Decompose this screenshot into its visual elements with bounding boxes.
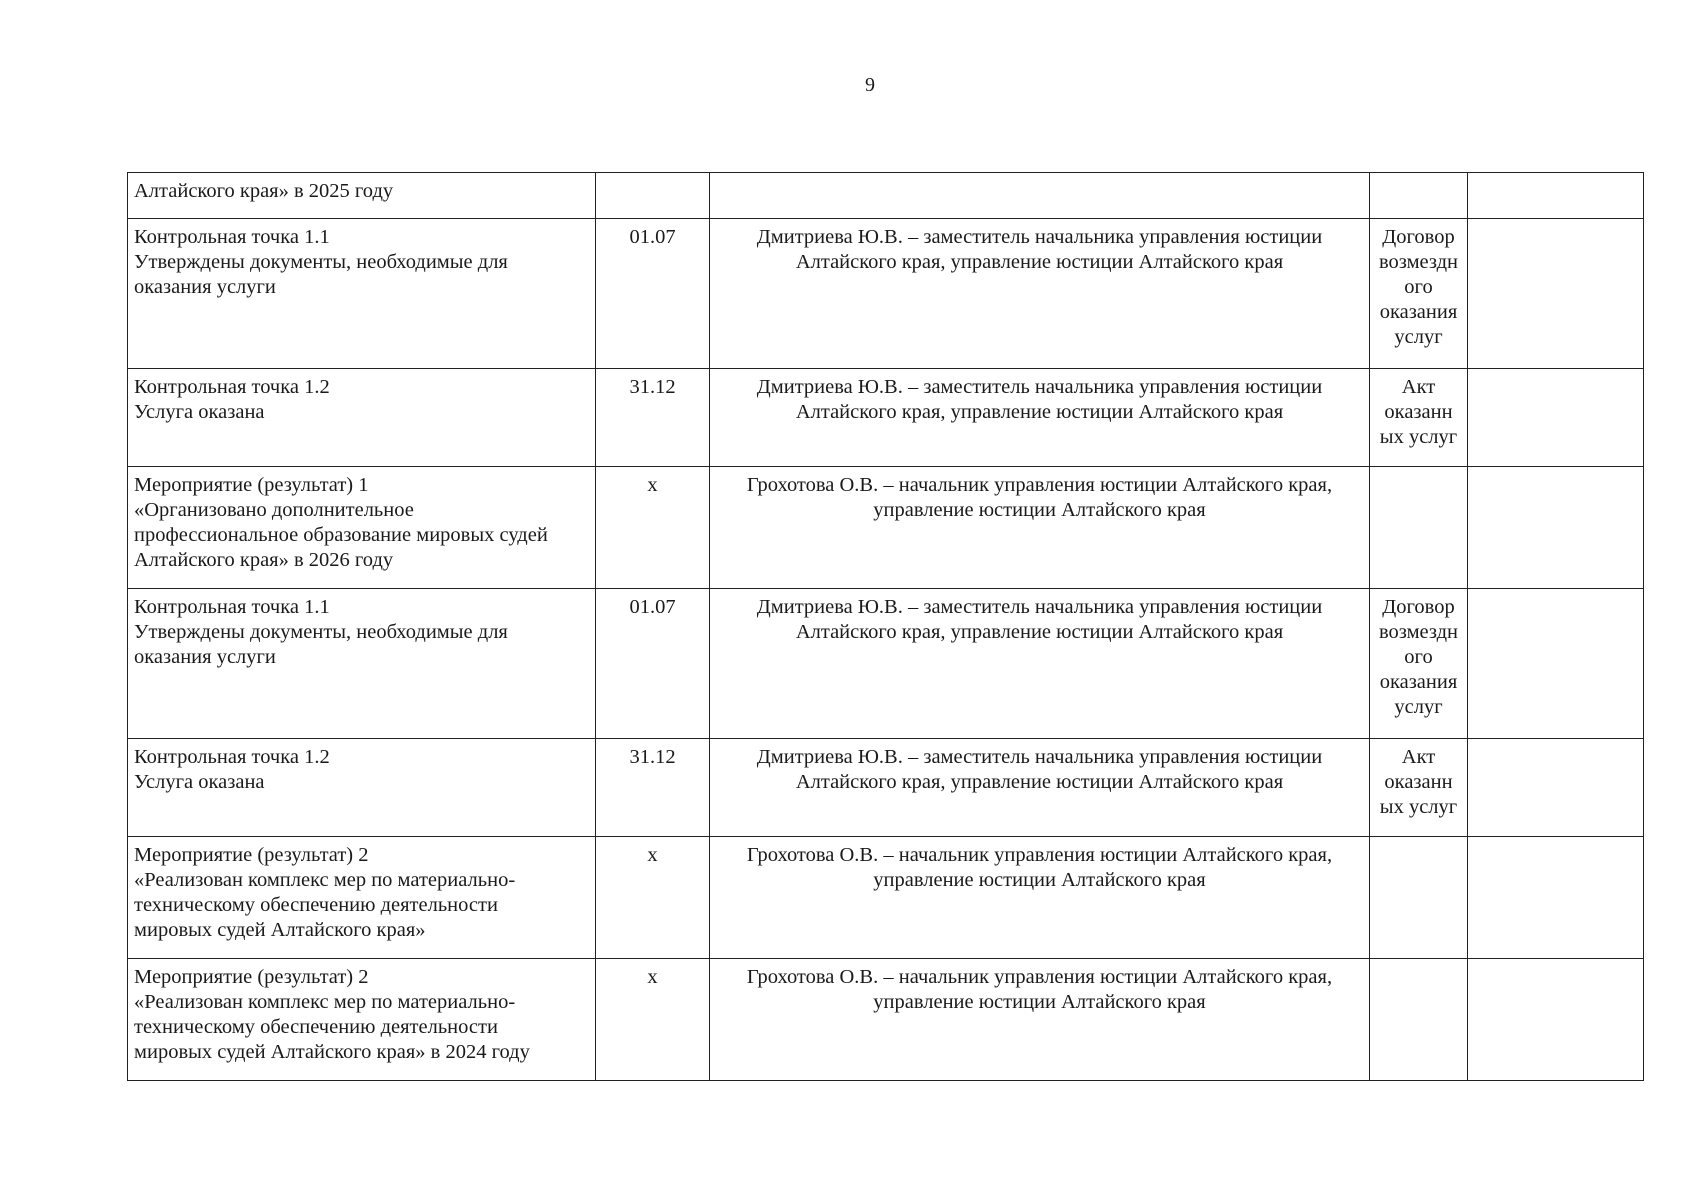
cell-responsible	[710, 173, 1370, 219]
event-title-line: Услуга оказана	[134, 401, 265, 423]
event-title-line: Утверждены документы, необходимые для	[134, 621, 508, 643]
event-title-line: Мероприятие (результат) 2	[134, 844, 369, 866]
cell-responsible	[710, 959, 1370, 1081]
event-title-line: оказания услуги	[134, 276, 276, 298]
event-title-line: Утверждены документы, необходимые для	[134, 251, 508, 273]
document-line: оказания	[1379, 671, 1458, 693]
cell-document	[1370, 369, 1468, 467]
responsible-line: Дмитриева Ю.В. – заместитель начальника управления юстиции	[756, 376, 1323, 398]
table-row	[128, 219, 1644, 369]
responsible-line: Дмитриева Ю.В. – заместитель начальника управления юстиции	[756, 746, 1323, 768]
cell-empty	[1468, 369, 1644, 467]
event-title-line: Алтайского края» в 2026 году	[134, 549, 394, 571]
responsible-line: Дмитриева Ю.В. – заместитель начальника управления юстиции	[756, 226, 1323, 248]
responsible-line: Дмитриева Ю.В. – заместитель начальника управления юстиции	[756, 596, 1323, 618]
table-row	[128, 173, 1644, 219]
cell-document	[1370, 173, 1468, 219]
event-title-line: «Реализован комплекс мер по материально-	[134, 991, 516, 1013]
event-title-line: «Организовано дополнительное	[134, 499, 414, 521]
document-line: услуг	[1394, 696, 1443, 718]
cell-empty	[1468, 589, 1644, 739]
document-line: Акт	[1401, 746, 1436, 768]
document-line: оказания	[1379, 301, 1458, 323]
cell-document	[1370, 837, 1468, 959]
plan-table	[127, 172, 1644, 1081]
event-title-line: «Реализован комплекс мер по материально-	[134, 869, 516, 891]
cell-responsible	[710, 739, 1370, 837]
event-title-line: техническому обеспечению деятельности	[134, 1016, 498, 1038]
event-title-line: Контрольная точка 1.2	[134, 376, 330, 398]
document-line: услуг	[1394, 326, 1443, 348]
event-title-line: Мероприятие (результат) 1	[134, 474, 369, 496]
page-number: 9	[865, 74, 875, 96]
cell-date: 31.12	[596, 739, 710, 837]
event-title-line: Контрольная точка 1.2	[134, 746, 330, 768]
cell-empty	[1468, 739, 1644, 837]
cell-responsible	[710, 589, 1370, 739]
cell-event-title	[128, 369, 596, 467]
cell-responsible	[710, 369, 1370, 467]
cell-event-title	[128, 739, 596, 837]
cell-empty	[1468, 837, 1644, 959]
table-row	[128, 739, 1644, 837]
responsible-line: управление юстиции Алтайского края	[873, 991, 1206, 1013]
responsible-line: Алтайского края, управление юстиции Алтайского края	[795, 251, 1284, 273]
table-body	[128, 173, 1644, 1081]
cell-date: 01.07	[596, 589, 710, 739]
document-line: возмездн	[1378, 251, 1459, 273]
cell-responsible	[710, 837, 1370, 959]
responsible-line: Алтайского края, управление юстиции Алтайского края	[795, 401, 1284, 423]
cell-date: 31.12	[596, 369, 710, 467]
cell-event-title	[128, 589, 596, 739]
plan-table-container	[127, 172, 1643, 1081]
cell-date	[596, 173, 710, 219]
table-row	[128, 467, 1644, 589]
cell-responsible	[710, 467, 1370, 589]
cell-event-title	[128, 173, 596, 219]
cell-responsible	[710, 219, 1370, 369]
event-title-line: Услуга оказана	[134, 771, 265, 793]
document-line: ых услуг	[1379, 796, 1458, 818]
document-line: оказанн	[1384, 401, 1453, 423]
cell-empty	[1468, 173, 1644, 219]
table-row	[128, 837, 1644, 959]
cell-empty	[1468, 467, 1644, 589]
cell-date: 01.07	[596, 219, 710, 369]
table-row	[128, 589, 1644, 739]
document-line: возмездн	[1378, 621, 1459, 643]
event-title-line: оказания услуги	[134, 646, 276, 668]
event-title-line: техническому обеспечению деятельности	[134, 894, 498, 916]
event-title-line: профессиональное образование мировых судей	[134, 524, 548, 546]
event-title-line: мировых судей Алтайского края» в 2024 году	[134, 1041, 530, 1063]
document-line: Договор	[1382, 596, 1455, 618]
cell-event-title	[128, 219, 596, 369]
event-title-line: Контрольная точка 1.1	[134, 226, 330, 248]
cell-event-title	[128, 959, 596, 1081]
cell-date: х	[596, 837, 710, 959]
responsible-line: Алтайского края, управление юстиции Алтайского края	[795, 621, 1284, 643]
document-line: ых услуг	[1379, 426, 1458, 448]
responsible-line: управление юстиции Алтайского края	[873, 869, 1206, 891]
cell-document	[1370, 589, 1468, 739]
cell-document	[1370, 959, 1468, 1081]
responsible-line: управление юстиции Алтайского края	[873, 499, 1206, 521]
cell-event-title	[128, 837, 596, 959]
document-line: Договор	[1382, 226, 1455, 248]
responsible-line: Грохотова О.В. – начальник управления юстиции Алтайского края,	[746, 474, 1333, 496]
event-title-line: мировых судей Алтайского края»	[134, 919, 426, 941]
cell-document	[1370, 467, 1468, 589]
table-row	[128, 369, 1644, 467]
document-line: оказанн	[1384, 771, 1453, 793]
cell-document	[1370, 739, 1468, 837]
event-title-line: Контрольная точка 1.1	[134, 596, 330, 618]
event-title-line: Алтайского края» в 2025 году	[134, 180, 394, 202]
cell-event-title	[128, 467, 596, 589]
responsible-line: Грохотова О.В. – начальник управления юстиции Алтайского края,	[746, 844, 1333, 866]
cell-date: х	[596, 467, 710, 589]
event-title-line: Мероприятие (результат) 2	[134, 966, 369, 988]
responsible-line: Грохотова О.В. – начальник управления юстиции Алтайского края,	[746, 966, 1333, 988]
cell-document	[1370, 219, 1468, 369]
document-line: Акт	[1401, 376, 1436, 398]
cell-date: х	[596, 959, 710, 1081]
document-line: ого	[1404, 276, 1433, 298]
table-row	[128, 959, 1644, 1081]
cell-empty	[1468, 219, 1644, 369]
cell-empty	[1468, 959, 1644, 1081]
document-line: ого	[1404, 646, 1433, 668]
responsible-line: Алтайского края, управление юстиции Алтайского края	[795, 771, 1284, 793]
